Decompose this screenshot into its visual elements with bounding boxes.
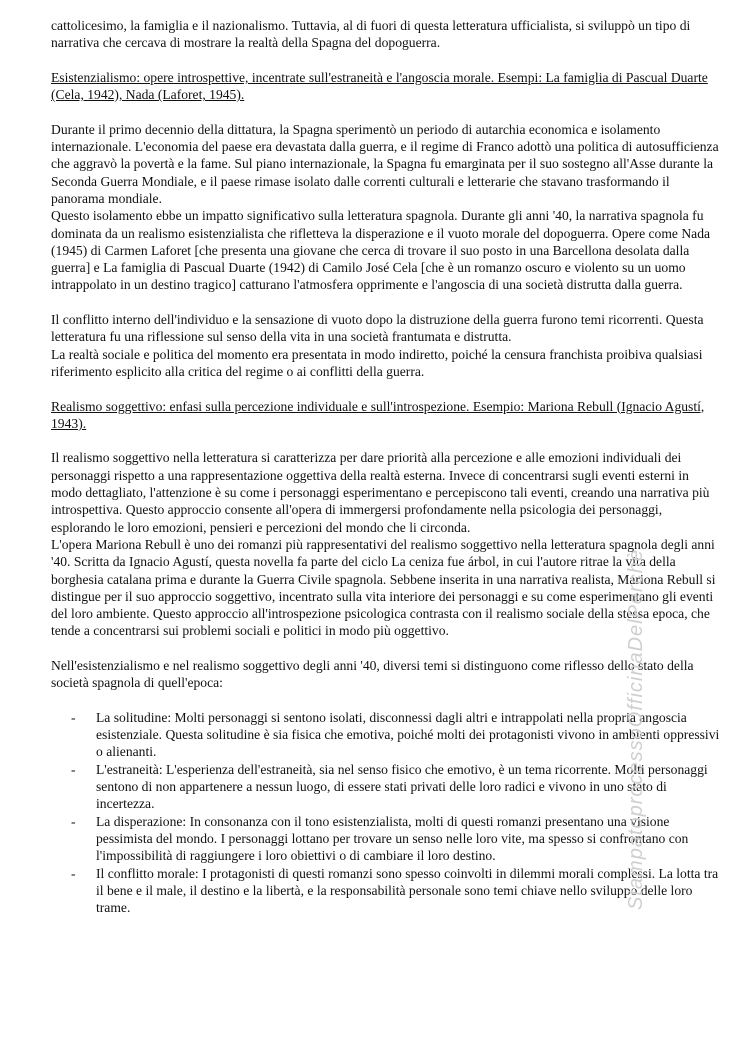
document-page xyxy=(51,17,721,916)
paragraph-censorship: La realtà sociale e politica del momento era presentata in modo indiretto, poiché la censura franchista proibiva qualsiasi riferimento esplicito alla critica del regime o ai conflitti della guerra. xyxy=(51,346,703,379)
section-heading-subjective-realism: Realismo soggettivo: enfasi sulla percezione individuale e sull'introspezione. Esempio: Mariona Rebull (Ignacio Agustí, 1943). xyxy=(51,398,705,431)
list-item-estrangement xyxy=(51,761,721,813)
list-item-moral-conflict xyxy=(51,865,721,917)
section-heading-existentialism: Esistenzialismo: opere introspettive, incentrate sull'estraneità e l'angoscia morale. Esempi: La famiglia di Pascual Duarte (Cela, 1942), Nada (Laforet, 1945). xyxy=(51,69,708,103)
paragraph-themes-intro: Nell'esistenzialismo e nel realismo soggettivo degli anni '40, diversi temi si distinguono come riflesso dello stato della società spagnola di quell'epoca: xyxy=(51,657,694,691)
list-dash: - xyxy=(71,813,76,829)
watermark: StampatoprocessoOfficinaDelPerchè xyxy=(624,549,647,910)
paragraph-isolation-impact: Questo isolamento ebbe un impatto significativo sulla letteratura spagnola. Durante gli anni '40, la narrativa spagnola fu dominata da un realismo esistenzialista che rifletteva la disperazione e il vuoto morale del dopoguerra. Opere come Nada (1945) di Carmen Laforet [che presenta una giovane che cerca di trovare il suo posto in una Barcellona desolata dalla guerra] e La famiglia di Pascual Duarte (1942) di Camilo José Cela [che è un romanzo oscuro e violento su un uomo intrappolato in un destino tragico] catturano l'atmosfera opprimente e l'angoscia di una società distrutta dalla guerra. xyxy=(51,208,711,293)
list-dash: - xyxy=(71,865,76,881)
list-dash: - xyxy=(71,761,76,777)
paragraph-mariona-rebull: L'opera Mariona Rebull è uno dei romanzi più rappresentativi del realismo soggettivo nella letteratura spagnola degli anni '40. Scritta da Ignacio Agustí, questa novella fa parte del ciclo La ceniza fue árbol, in cui l'autore ritrae la vita della borghesia catalana prima e durante la Guerra Civile spagnola. Sebbene inserita in una narrativa realista, Mariona Rebull si distingue per il suo approccio soggettivo, incentrato sulla vita interiore dei personaggi e su come esperimentano gli eventi del loro ambiente. Questo approccio all'introspezione psicologica contrasta con il realismo sociale della stessa epoca, che tende a concentrarsi sui problemi sociali e politici in modo più oggettivo. xyxy=(51,536,716,639)
list-item-text: Il conflitto morale: I protagonisti di questi romanzi sono spesso coinvolti in dilemmi morali complessi. La lotta tra il bene e il male, il destino e la libertà, e la responsabilità personale sono temi chiave nello sviluppo delle loro trame. xyxy=(96,865,719,916)
list-item-despair xyxy=(51,813,721,865)
paragraph-intro: cattolicesimo, la famiglia e il nazionalismo. Tuttavia, al di fuori di questa letteratura ufficialista, si sviluppò un tipo di narrativa che cercava di mostrare la realtà della Spagna del dopoguerra. xyxy=(51,18,691,51)
list-item-text: La solitudine: Molti personaggi si sentono isolati, disconnessi dagli altri e intrappolati nella propria angoscia esistenziale. Questa solitudine è sia fisica che emotiva, poiché molti dei protagonisti vivono in ambienti oppressivi o alienanti. xyxy=(96,709,720,760)
list-item-text: L'estraneità: L'esperienza dell'estraneità, sia nel senso fisico che emotivo, è un tema ricorrente. Molti personaggi sentono di non appartenere a nessun luogo, di essere stati privati delle loro radici e vivono in uno stato di incertezza. xyxy=(96,761,708,812)
list-item-solitude xyxy=(51,709,721,761)
paragraph-subjective-realism: Il realismo soggettivo nella letteratura si caratterizza per dare priorità alla percezione e alle emozioni individuali dei personaggi rispetto a una rappresentazione oggettiva della realtà esterna. Invece di concentrarsi sugli eventi esterni in modo dettagliato, l'attenzione è su come i personaggi esperimentano e percepiscono tali eventi, creando una narrativa più introspettiva. Questo approccio consente all'opera di immergersi profondamente nella psicologia dei personaggi, esplorando le loro emozioni, pensieri e percezioni del mondo che li circonda. xyxy=(51,450,710,535)
paragraph-inner-conflict: Il conflitto interno dell'individuo e la sensazione di vuoto dopo la distruzione della guerra furono temi ricorrenti. Questa letteratura fu una riflessione sul senso della vita in una società frantumata e distrutta. xyxy=(51,312,704,345)
list-item-text: La disperazione: In consonanza con il tono esistenzialista, molti di questi romanzi presentano una visione pessimista del mondo. I personaggi lottano per trovare un senso nelle loro vite, ma spesso si confrontano con l'impossibilità di raggiungere i loro obiettivi o di cambiare il loro destino. xyxy=(96,813,689,864)
list-dash: - xyxy=(71,709,76,725)
paragraph-dictatorship: Durante il primo decennio della dittatura, la Spagna sperimentò un periodo di autarchia economica e isolamento internazionale. L'economia del paese era devastata dalla guerra, e il regime di Franco adottò una politica di autosufficienza che aggravò la povertà e la fame. Sul piano internazionale, la Spagna fu emarginata per il suo sostegno all'Asse durante la Seconda Guerra Mondiale, e il paese rimase isolato dalle correnti culturali e letterarie che stavano trasformando il panorama mondiale. xyxy=(51,121,719,206)
themes-list xyxy=(51,709,721,917)
